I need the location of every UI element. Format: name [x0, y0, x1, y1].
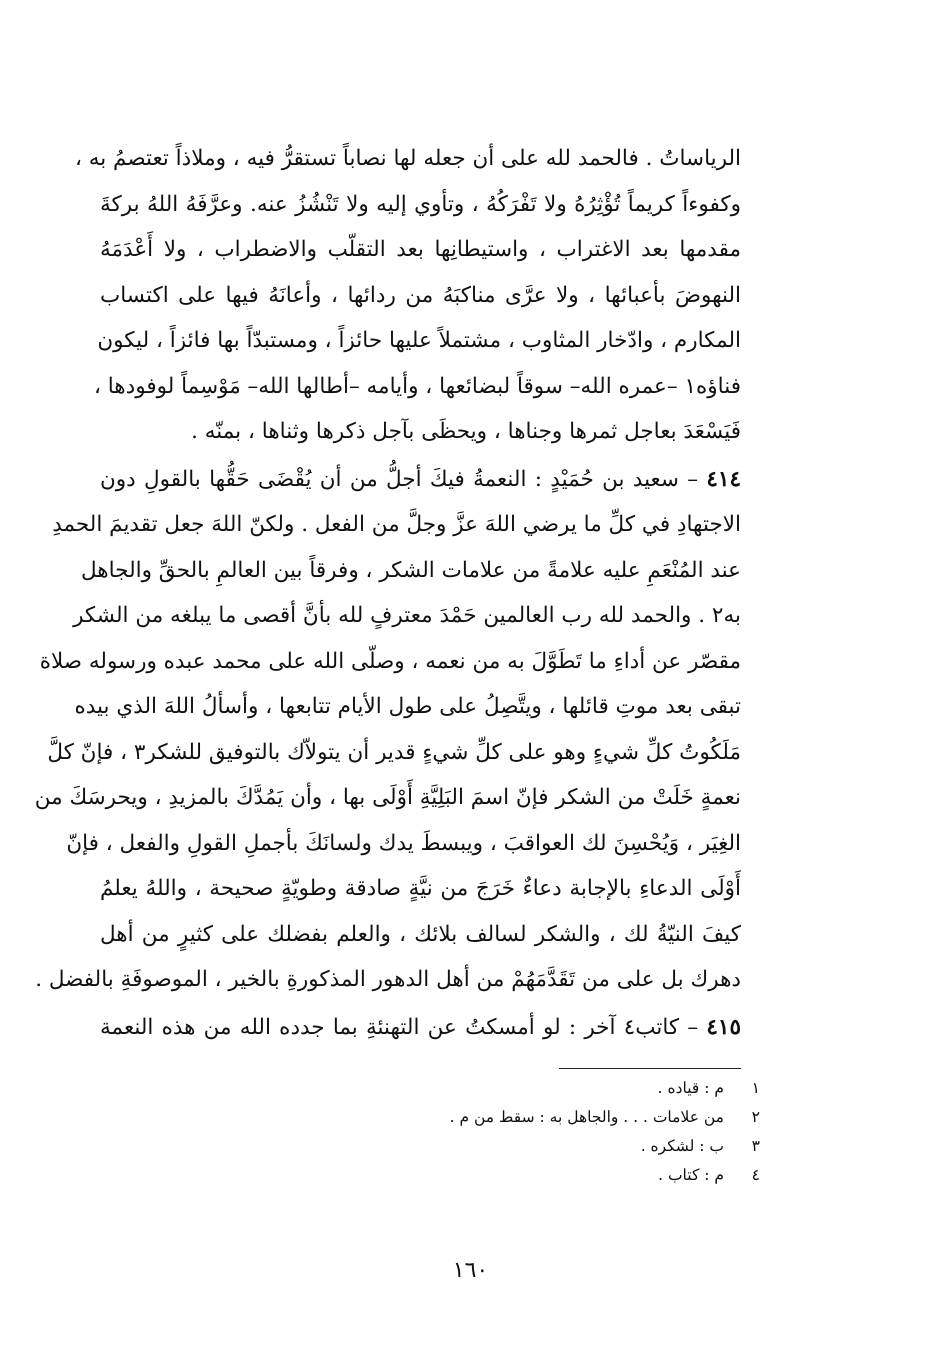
footnote-text: م : كتاب .: [658, 1166, 724, 1184]
footnote-number: ٢: [751, 1108, 760, 1126]
entry-first-line: [100, 457, 741, 503]
body-text: [34, 136, 741, 1052]
text-line: النهوضَ بأعبائها ، ولا عرَّى مناكبَهُ من ردائها ، وأعانَهُ فيها على اكتساب: [100, 282, 741, 308]
footnote: [380, 1103, 760, 1132]
text-line: المكارم ، وادّخار المثاوب ، مشتملاً عليها حائزاً ، ومستبدّاً بها فائزاً ، ليكون: [97, 328, 741, 353]
footnote: [380, 1074, 760, 1103]
entry-first-line-text: – سعيد بن حُمَيْدٍ : النعمةُ فيكَ أجلُّ من أن يُقْضَى حَقُّها بالقولِ دون: [100, 466, 707, 492]
footnote-number: ٤: [751, 1166, 760, 1184]
text-line: تبقى بعد موتِ قائلها ، ويتَّصِلُ على طول الأيام تتابعها ، وأسألُ اللهَ الذي بيده: [74, 694, 741, 719]
footnote-text: من علامات . . . والجاهل به : سقط من م .: [449, 1108, 724, 1126]
text-line: فَيَسْعَدَ بعاجل ثمرها وجناها ، ويحظَى بآجل ذكرها وثناها ، بمنّه .: [191, 419, 741, 444]
entry-first-line: [100, 1005, 741, 1051]
text-line: مقدمها بعد الاغتراب ، واستيطانِها بعد التقلّب والاضطراب ، ولا أَعْدَمَهُ: [100, 237, 741, 262]
text-line: الغِيَر ، وَيُحْسِنَ لك العواقبَ ، ويبسطَ يدك ولسانَكَ بأجملِ القولِ والفعل ، فإنّ: [66, 830, 741, 856]
footnote-text: ب : لشكره .: [640, 1137, 724, 1155]
footnotes: [380, 1074, 760, 1190]
entry-414: [34, 457, 741, 1003]
footnote: [380, 1161, 760, 1190]
footnote: [380, 1132, 760, 1161]
text-line: كيفَ النيّةُ لك ، والشكر لسالف بلائك ، والعلم بفضلك على كثيرٍ من أهل: [100, 921, 741, 947]
text-line: مَلَكُوتُ كلِّ شيءٍ وهو على كلِّ شيءٍ قدير أن يتولاّك بالتوفيق للشكر٣ ، فإنّ كلَّ: [47, 739, 741, 765]
entry-first-line-text: – كاتب٤ آخر : لو أمسكتُ عن التهنئةِ بما جدده الله من هذه النعمة: [100, 1014, 707, 1040]
text-line: الرياساتُ . فالحمد لله على أن جعله لها نصاباً تستقرُّ فيه ، وملاذاً تعتصمُ به ،: [74, 146, 741, 171]
text-line: مقصّر عن أداءِ ما تَطَوَّلَ به من نعمه ، وصلّى الله على محمد عبده ورسوله صلاة: [39, 648, 741, 674]
text-line: عند المُنْعَمِ عليه علامةً من علامات الشكر ، وفرقاً بين العالمِ بالحقِّ والجاهل: [81, 557, 741, 583]
text-line: فناؤه١ –عمره الله– سوقاً لبضائعها ، وأيامه –أطالها الله– مَوْسِماً لوفودها ،: [93, 373, 741, 399]
text-line: نعمةٍ خَلَتْ من الشكر فإنّ اسمَ البَلِيَّةِ أَوْلَى بها ، وأن يَمُدَّكَ بالمزيدِ ، ويحرسَكَ من: [34, 785, 741, 810]
text-line: أَوْلَى الدعاءِ بالإجابة دعاءٌ خَرَجَ من نيَّةٍ صادقة وطويّةٍ صحيحة ، واللهُ يعلمُ: [100, 876, 741, 901]
footnote-number: ١: [751, 1079, 760, 1097]
text-line: وكفوءاً كريماً تُؤْثِرُهُ ولا تَفْرَكُهُ ، وتأوي إليه ولا تَنْشُزُ عنه. وعرَّفَهُ اللهُ بركةَ: [100, 191, 741, 217]
text-line: الاجتهادِ في كلِّ ما يرضي اللهَ عزَّ وجلَّ من الفعل . ولكنّ اللهَ جعل تقديمَ الحمدِ: [52, 512, 741, 537]
text-line: به٢ . والحمد لله رب العالمين حَمْدَ معترفٍ لله بأنَّ أقصى ما يبلغه من الشكر: [73, 603, 741, 628]
text-line: دهرك بل على من تَقَدَّمَهُمْ من أهل الدهور المذكورةِ بالخير ، الموصوفَةِ بالفضل .: [35, 967, 741, 992]
entry-number: ٤١٤: [706, 466, 741, 492]
footnote-number: ٣: [751, 1137, 760, 1155]
entry-number: ٤١٥: [706, 1014, 741, 1040]
page-number: ١٦٠: [452, 1258, 489, 1283]
paragraph-continuation: [74, 136, 741, 455]
footnote-text: م : قياده .: [657, 1079, 724, 1097]
footnote-separator: [559, 1068, 741, 1069]
entry-415: [100, 1005, 741, 1051]
